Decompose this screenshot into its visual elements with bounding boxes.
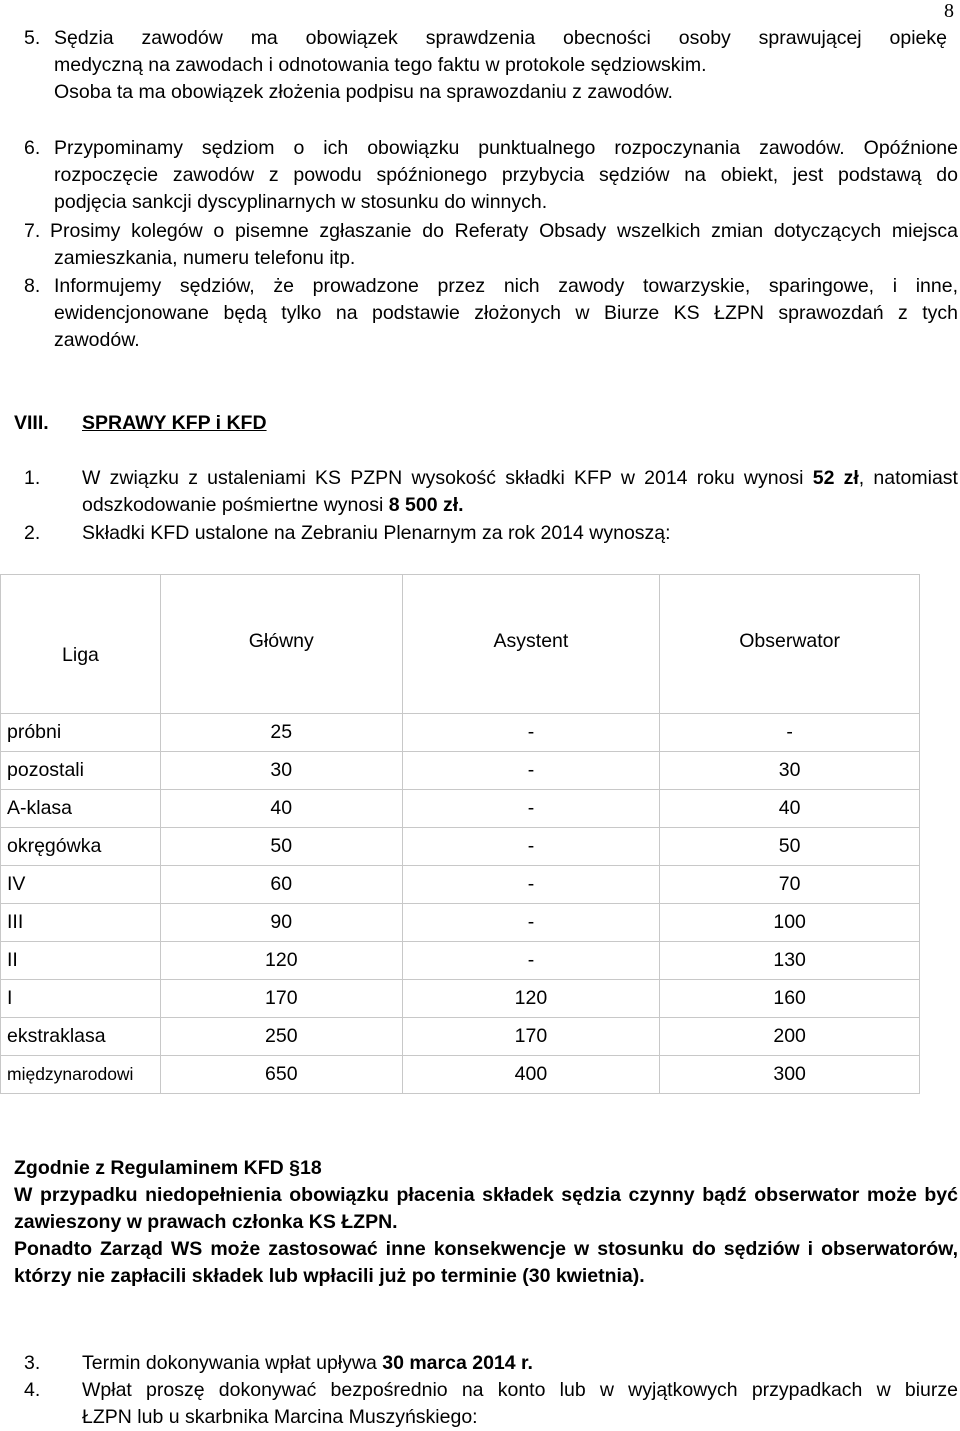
cell-glowny: 60 [160, 866, 402, 904]
item-8-line: zawodów. [54, 329, 140, 351]
cell-liga: A-klasa [1, 790, 161, 828]
cell-asystent: 120 [402, 980, 660, 1018]
payment-4-line: ŁZPN lub u skarbnika Marcina Muszyńskiego: [82, 1406, 478, 1428]
cell-liga: I [1, 980, 161, 1018]
regulamin-block [14, 1155, 958, 1290]
kfd-2-text [82, 520, 958, 547]
cell-liga: ekstraklasa [1, 1018, 161, 1056]
kfp-1-line [82, 465, 958, 492]
kfd-2-line: Składki KFD ustalone na Zebraniu Plenarnym za rok 2014 wynoszą: [82, 522, 671, 544]
item-6-line: podjęcia sankcji dyscyplinarnych w stosunku do winnych. [54, 191, 548, 213]
item-8-line: Informujemy sędziów, że prowadzone przez nich zawody towarzyskie, sparingowe, i inne, [54, 275, 958, 297]
cell-glowny: 120 [160, 942, 402, 980]
kfp-1-text-a: W związku z ustaleniami KS PZPN wysokość składki KFP w 2014 roku wynosi [82, 467, 813, 489]
payment-3-number: 3. [24, 1352, 41, 1374]
fee-table [0, 574, 920, 1094]
cell-asystent: - [402, 828, 660, 866]
item-7-number: 7. [24, 220, 41, 242]
cell-asystent: - [402, 790, 660, 828]
table-row [1, 1018, 920, 1056]
cell-glowny: 650 [160, 1056, 402, 1094]
table-row [1, 904, 920, 942]
cell-glowny: 40 [160, 790, 402, 828]
kfp-1-number: 1. [24, 467, 41, 489]
cell-liga: II [1, 942, 161, 980]
item-6-number: 6. [24, 137, 41, 159]
item-6-text-cont [54, 162, 958, 216]
cell-obserwator: 300 [660, 1056, 920, 1094]
cell-liga: międzynarodowi [1, 1056, 161, 1094]
cell-obserwator: 160 [660, 980, 920, 1018]
cell-glowny: 30 [160, 752, 402, 790]
cell-liga: próbni [1, 714, 161, 752]
kfp-2-text-a: odszkodowanie pośmiertne wynosi [82, 494, 389, 516]
item-7-line: Prosimy kolegów o pisemne zgłaszanie do Referaty Obsady wszelkich zmian dotyczących miejsca [50, 220, 958, 242]
cell-obserwator: - [660, 714, 920, 752]
table-row [1, 752, 920, 790]
table-row [1, 980, 920, 1018]
regulamin-line: zawieszony w prawach członka KS ŁZPN. [14, 1211, 398, 1233]
cell-liga: IV [1, 866, 161, 904]
item-6-text [54, 135, 958, 162]
item-7-line: zamieszkania, numeru telefonu itp. [54, 247, 356, 269]
payment-3-text [82, 1350, 958, 1377]
kfp-1-text-c: , natomiast [858, 467, 958, 489]
kfp-1-line [82, 492, 958, 519]
item-5-number: 5. [24, 27, 41, 49]
page-number: 8 [944, 0, 954, 22]
table-row [1, 866, 920, 904]
regulamin-line: W przypadku niedopełnienia obowiązku płacenia składek sędzia czynny bądź obserwator może być [14, 1184, 958, 1206]
kfp-1-text [82, 465, 958, 519]
cell-obserwator: 100 [660, 904, 920, 942]
cell-asystent: - [402, 714, 660, 752]
cell-obserwator: 50 [660, 828, 920, 866]
table-row [1, 942, 920, 980]
payment-4-number: 4. [24, 1379, 41, 1401]
cell-obserwator: 70 [660, 866, 920, 904]
table-row [1, 1056, 920, 1094]
cell-asystent: - [402, 866, 660, 904]
item-8-text [54, 273, 958, 354]
payment-3-line [82, 1350, 958, 1377]
cell-liga: okręgówka [1, 828, 161, 866]
table-row [1, 828, 920, 866]
item-5-line: Sędzia zawodów ma obowiązek sprawdzenia obecności osoby sprawującej opiekę [54, 27, 947, 49]
cell-asystent: - [402, 904, 660, 942]
table-header-row [1, 575, 920, 714]
cell-asystent: - [402, 942, 660, 980]
payment-4-text [82, 1377, 958, 1431]
item-6-line: Przypominamy sędziom o ich obowiązku punktualnego rozpoczynania zawodów. Opóźnione [54, 137, 958, 159]
cell-asystent: - [402, 752, 660, 790]
compensation-amount: 8 500 zł. [388, 494, 464, 516]
cell-asystent: 170 [402, 1018, 660, 1056]
cell-liga: III [1, 904, 161, 942]
payment-3-text-a: Termin dokonywania wpłat upływa [82, 1352, 383, 1374]
regulamin-line: Ponadto Zarząd WS może zastosować inne konsekwencje w stosunku do sędziów i obserwatorów, [14, 1238, 958, 1260]
regulamin-line: którzy nie zapłacili składek lub wpłacili już po terminie (30 kwietnia). [14, 1265, 645, 1287]
payment-deadline: 30 marca 2014 r. [382, 1352, 533, 1374]
payment-4-line: Wpłat proszę dokonywać bezpośrednio na konto lub w wyjątkowych przypadkach w biurze [82, 1379, 958, 1401]
section-title: SPRAWY KFP i KFD [82, 412, 267, 434]
kfp-amount: 52 zł [812, 467, 859, 489]
cell-glowny: 170 [160, 980, 402, 1018]
item-5-line: medyczną na zawodach i odnotowania tego faktu w protokole sędziowskim. [54, 54, 707, 76]
header-asystent: Asystent [402, 575, 660, 714]
item-5-text [54, 25, 947, 106]
header-glowny: Główny [160, 575, 402, 714]
cell-obserwator: 30 [660, 752, 920, 790]
item-5-line: Osoba ta ma obowiązek złożenia podpisu na sprawozdaniu z zawodów. [54, 81, 673, 103]
table-row [1, 714, 920, 752]
cell-obserwator: 130 [660, 942, 920, 980]
regulamin-heading: Zgodnie z Regulaminem KFD §18 [14, 1157, 322, 1179]
header-obserwator: Obserwator [660, 575, 920, 714]
header-liga: Liga [1, 575, 161, 714]
item-6-line: rozpoczęcie zawodów z powodu spóźnionego przybycia sędziów na obiekt, jest podstawą do [54, 164, 958, 186]
cell-obserwator: 200 [660, 1018, 920, 1056]
cell-glowny: 25 [160, 714, 402, 752]
item-8-line: ewidencjonowane będą tylko na podstawie złożonych w Biurze KS ŁZPN sprawozdań z tych [54, 302, 958, 324]
kfd-2-number: 2. [24, 522, 41, 544]
cell-glowny: 250 [160, 1018, 402, 1056]
cell-liga: pozostali [1, 752, 161, 790]
table-row [1, 790, 920, 828]
cell-asystent: 400 [402, 1056, 660, 1094]
cell-glowny: 50 [160, 828, 402, 866]
item-8-number: 8. [24, 275, 41, 297]
item-7-text [50, 218, 958, 245]
item-7-text-cont [54, 245, 958, 272]
cell-glowny: 90 [160, 904, 402, 942]
cell-obserwator: 40 [660, 790, 920, 828]
section-number: VIII. [14, 412, 49, 434]
